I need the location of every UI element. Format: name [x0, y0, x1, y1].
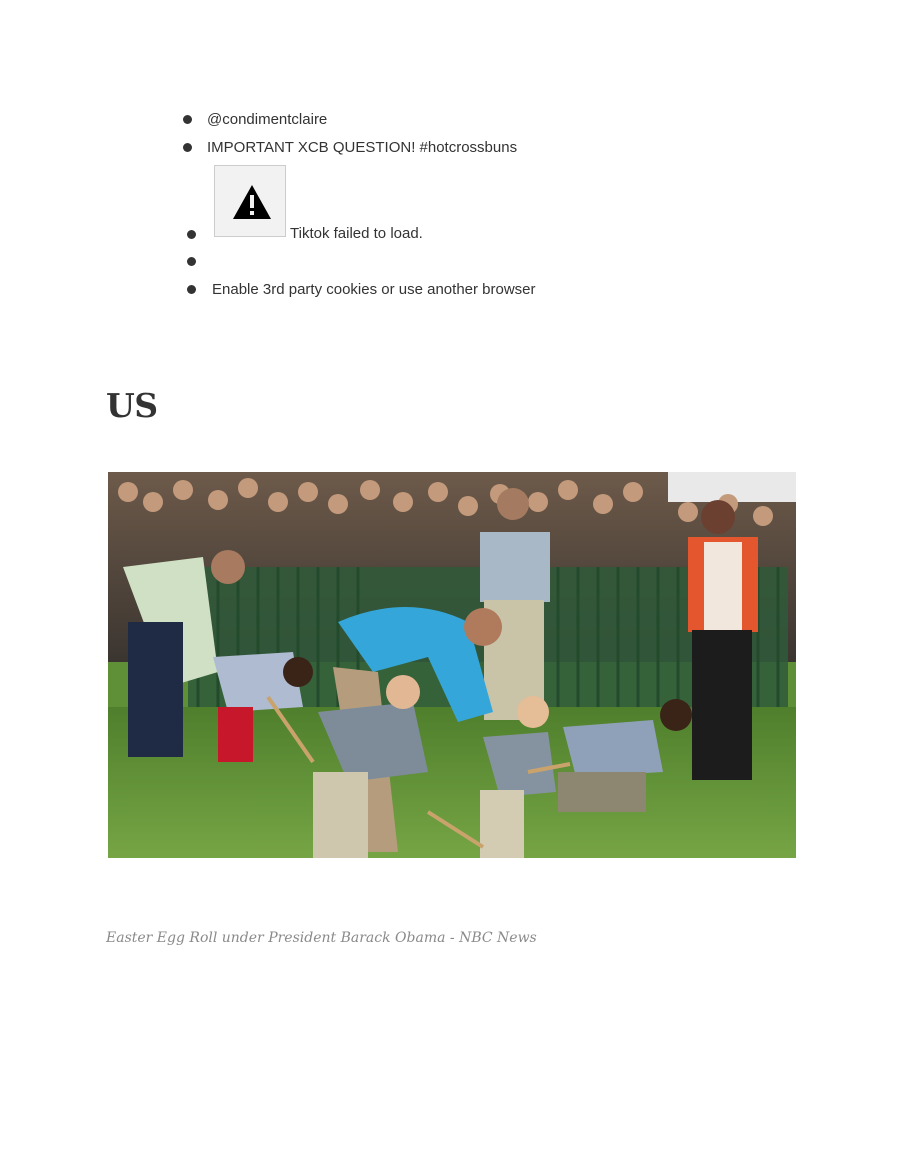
embed-placeholder [214, 165, 286, 237]
list-item [207, 111, 327, 129]
list-item-text: @condimentclaire [207, 111, 328, 128]
bullet [183, 115, 192, 124]
bullet [183, 143, 192, 152]
list-item [212, 281, 536, 299]
embed-error-text: Tiktok failed to load. [290, 225, 423, 242]
list-item [214, 253, 224, 271]
bullet [187, 257, 196, 266]
list-item-text: Enable 3rd party cookies or use another browser [212, 281, 536, 298]
bullet [187, 285, 196, 294]
figure-caption: Easter Egg Roll under President Barack Obama - NBC News [106, 930, 537, 946]
list-item-text: IMPORTANT XCB QUESTION! #hotcrossbuns [207, 139, 518, 156]
bullet [187, 230, 196, 239]
warning-icon [232, 184, 272, 220]
list-item [207, 139, 517, 157]
section-heading: US [106, 386, 158, 425]
easter-egg-roll-photo [108, 472, 796, 858]
